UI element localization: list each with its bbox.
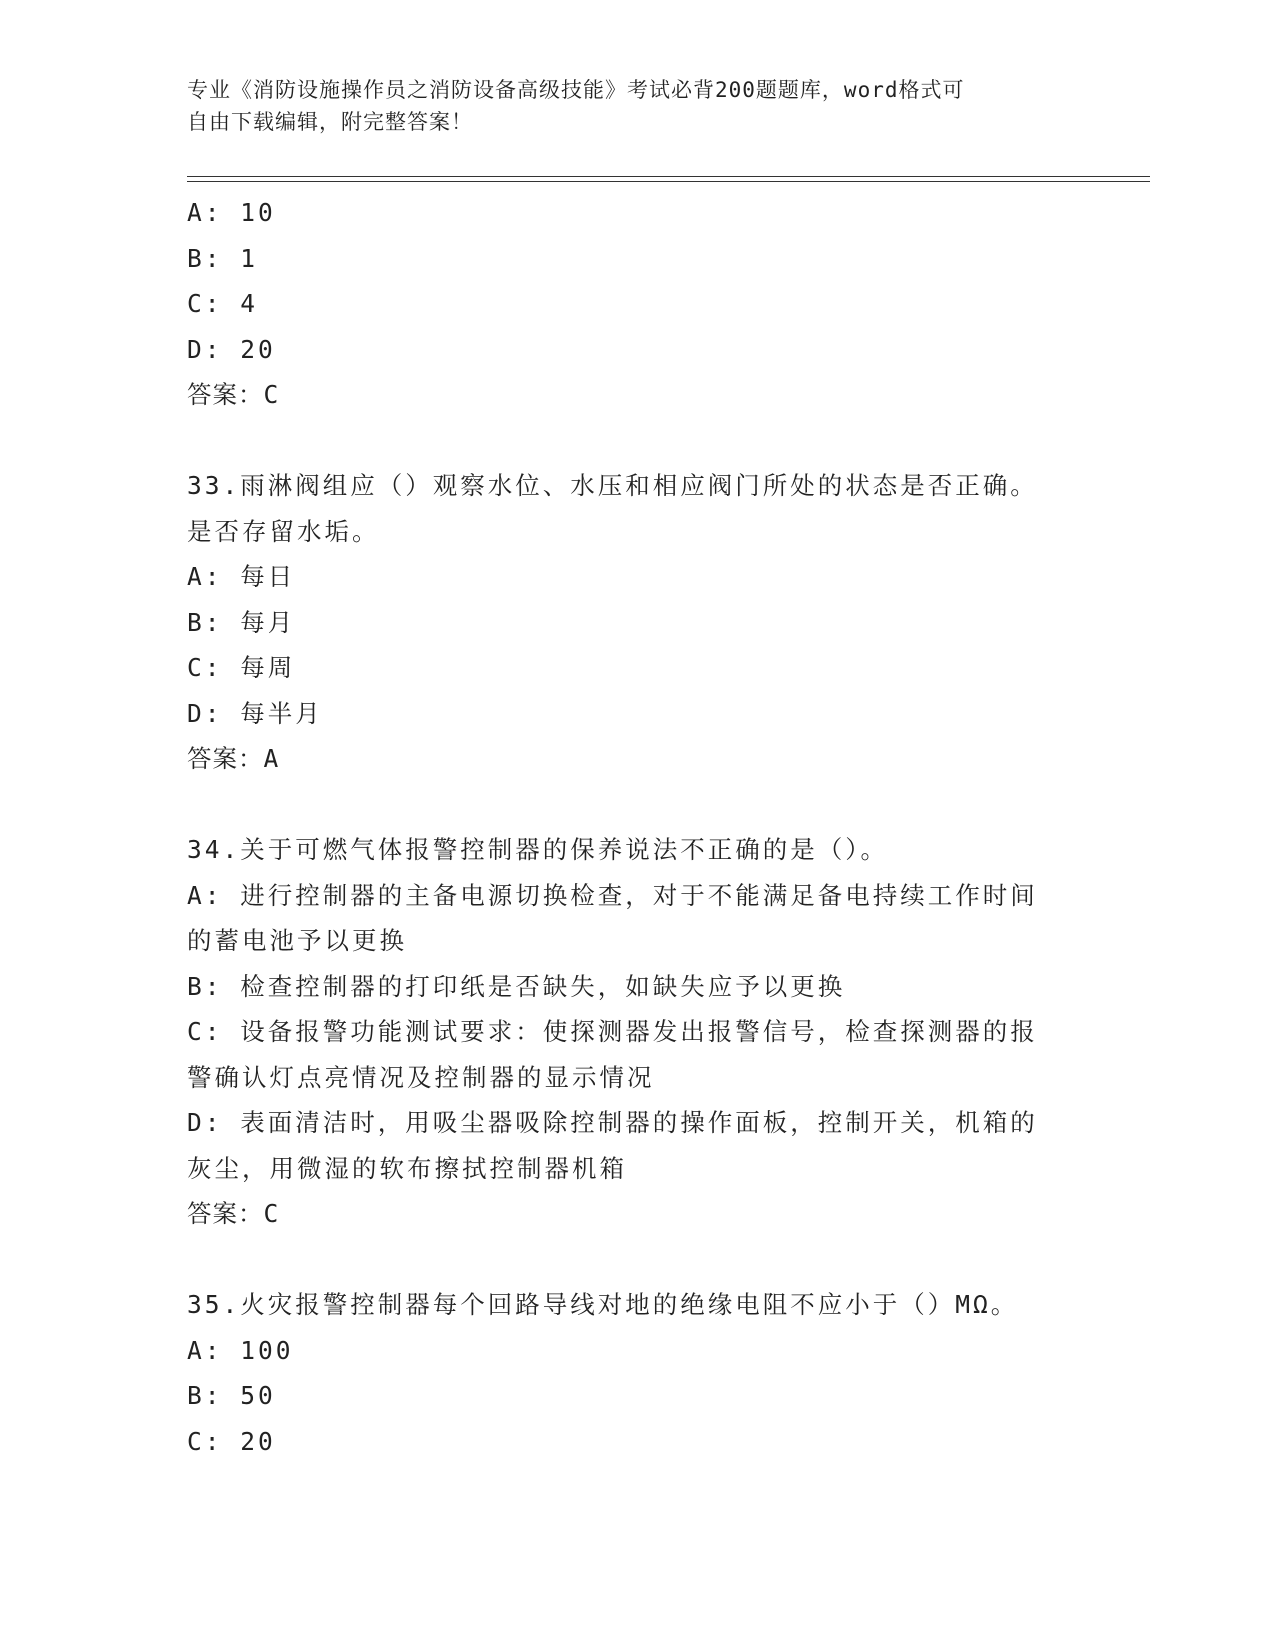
option-a: A: 100 bbox=[187, 1335, 294, 1365]
question-33 bbox=[187, 463, 1087, 782]
question-34 bbox=[187, 827, 1087, 1237]
option-d: D: 表面清洁时，用吸尘器吸除控制器的操作面板，控制开关，机箱的 bbox=[187, 1108, 1038, 1137]
question-stem: 35.火灾报警控制器每个回路导线对地的绝缘电阻不应小于（）MΩ。 bbox=[187, 1290, 1019, 1319]
question-stem: 34.关于可燃气体报警控制器的保养说法不正确的是（）。 bbox=[187, 835, 888, 864]
spacer bbox=[187, 418, 1087, 464]
option-b: B: 1 bbox=[187, 243, 259, 273]
header-divider-bottom bbox=[187, 181, 1150, 182]
option-d: D: 每半月 bbox=[187, 698, 323, 728]
option-a: A: 进行控制器的主备电源切换检查，对于不能满足备电持续工作时间 bbox=[187, 880, 1038, 910]
spacer bbox=[187, 1237, 1087, 1283]
option-b: B: 检查控制器的打印纸是否缺失，如缺失应予以更换 bbox=[187, 971, 846, 1001]
option-c-continued: 警确认灯点亮情况及控制器的显示情况 bbox=[187, 1062, 655, 1092]
spacer bbox=[187, 782, 1087, 828]
document-header bbox=[187, 74, 1067, 138]
option-a: A: 每日 bbox=[187, 562, 296, 591]
option-c: C: 每周 bbox=[187, 653, 296, 682]
option-c: C: 设备报警功能测试要求：使探测器发出报警信号，检查探测器的报 bbox=[187, 1017, 1038, 1046]
header-title-line-1: 专业《消防设施操作员之消防设备高级技能》考试必背200题题库，word格式可 bbox=[187, 78, 965, 102]
header-title-line-2: 自由下载编辑，附完整答案！ bbox=[187, 110, 473, 134]
option-d-continued: 灰尘，用微湿的软布擦拭控制器机箱 bbox=[187, 1153, 627, 1183]
question-stem: 33.雨淋阀组应（）观察水位、水压和相应阀门所处的状态是否正确。 bbox=[187, 471, 1038, 500]
option-a-continued: 的蓄电池予以更换 bbox=[187, 926, 407, 955]
option-c: C: 4 bbox=[187, 289, 259, 318]
option-d: D: 20 bbox=[187, 334, 276, 364]
question-35 bbox=[187, 1282, 1087, 1464]
answer: 答案：C bbox=[187, 1199, 280, 1228]
header-divider-top bbox=[187, 176, 1150, 177]
option-c: C: 20 bbox=[187, 1426, 276, 1456]
question-32 bbox=[187, 190, 1087, 418]
option-b: B: 每月 bbox=[187, 607, 296, 637]
answer: 答案：C bbox=[187, 380, 280, 409]
question-stem-continued: 是否存留水垢。 bbox=[187, 516, 380, 546]
answer: 答案：A bbox=[187, 744, 280, 773]
option-a: A: 10 bbox=[187, 198, 276, 227]
question-list bbox=[187, 190, 1087, 1464]
option-b: B: 50 bbox=[187, 1381, 276, 1410]
